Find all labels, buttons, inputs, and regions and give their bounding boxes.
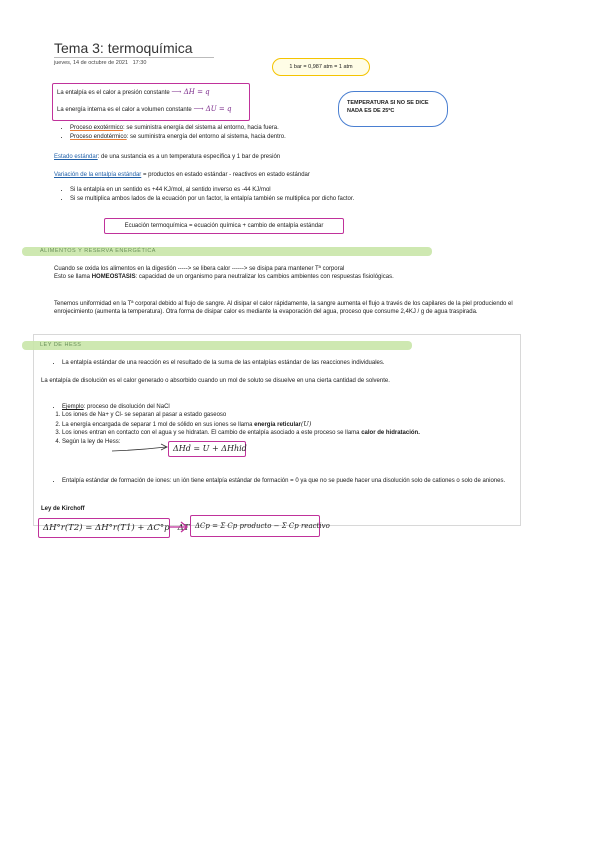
estado-estandar-term: Estado estándar — [54, 154, 98, 160]
time-text: 17:30 — [132, 60, 147, 66]
hess-bullet-1: • La entalpía estándar de una reacción es el resultado de la suma de las entalpías estándar de las reacciones individuales. — [62, 359, 532, 368]
alimentos-line-2-pre: Esto se llama — [54, 274, 92, 280]
variacion-item-2: • Si se multiplica ambos lados de la ecuación por un factor, la entalpía también se multiplica por dicho factor. — [70, 195, 530, 204]
enthalpy-line-1-text: La entalpía es el calor a presión constante — [57, 90, 170, 96]
process-text-endo: : se suministra energía del entorno al sistema, hacia dentro. — [126, 133, 286, 140]
alimentos-paragraph: Tenemos uniformidad en la Tª corporal debido al flujo de sangre. Al disipar el calor rápidamente, la sangre aumenta el flujo a través de los capilares de la piel produciendo el enrojecimiento (aumenta la temperatura). Otra forma de disipar calor es mediante la evaporación del agua, proceso que consume 2,4KJ / g de agua traspirada. — [54, 301, 513, 315]
enthalpy-line-1 — [57, 88, 210, 97]
enthalpy-line-2-text: La energía interna es el calor a volumen constante — [57, 107, 192, 113]
hess-step-2 — [62, 420, 442, 430]
ecuacion-box-text: Ecuación termoquímica = ecuación química + cambio de entalpía estándar — [124, 223, 324, 229]
alimentos-homeostasis: HOMEOSTASIS — [91, 274, 136, 280]
process-item-endo — [70, 133, 510, 142]
hess-ejemplo-text: : proceso de disolución del NaCl — [83, 404, 170, 410]
enthalpy-hand-1-text: ΔH = q — [183, 88, 210, 96]
process-item-exo — [70, 124, 510, 133]
hess-arrow — [110, 443, 170, 455]
estado-estandar — [54, 153, 534, 161]
enthalpy-def-box — [52, 83, 250, 121]
page-date — [54, 60, 146, 66]
hess-bullet-2: • Entalpía estándar de formación de iones: un ión tiene entalpía estándar de formación = 0 ya que no se puede hacer una disolución solo de cationes o solo de aniones. — [62, 477, 524, 486]
hess-step-2-text: La energía encargada de separar 1 mol de sólido en sus iones se llama — [62, 421, 255, 428]
temperature-note — [338, 91, 448, 127]
hess-list-1 — [48, 359, 532, 368]
enthalpy-hand-1: ⟶ ΔH = q — [171, 88, 210, 96]
hess-step-1 — [62, 411, 442, 420]
kirchhoff-cp-box — [190, 515, 330, 537]
kirchhoff-formula-box — [38, 518, 190, 538]
process-term-exo: Proceso exotérmico — [70, 125, 124, 131]
hess-step-3-text: Los iones entran en contacto con el agua y se hidratan. El cambio de entalpía asociado a este proceso se llama — [62, 430, 362, 436]
hess-ejemplo-term: Ejemplo — [62, 404, 84, 410]
date-text: jueves, 14 de octubre de 2021 — [54, 60, 129, 66]
process-list — [56, 124, 510, 141]
variacion-list — [56, 186, 530, 203]
hess-heading: LEY DE HESS — [40, 342, 82, 348]
hess-step-1-text: Los iones de Na+ y Cl- se separan al pasar a estado gaseoso — [62, 412, 227, 418]
process-term-endo: Proceso endotérmico — [70, 133, 127, 140]
kirchhoff-arrow — [168, 520, 190, 534]
variacion-entalpia — [54, 171, 534, 179]
enthalpy-hand-2: ⟶ ΔU = q — [193, 105, 232, 113]
variacion-item-1: • Si la entalpía en un sentido es +44 KJ/mol, al sentido inverso es -44 KJ/mol — [70, 186, 530, 195]
title-divider — [54, 57, 214, 58]
alimentos-line-1: Cuando se oxida los alimentos en la digestión -----> se libera calor ------> se disipa para mantener Tª corporal — [54, 266, 345, 272]
bubble-note-text: 1 bar = 0,987 atm = 1 atm — [289, 64, 353, 70]
kirchhoff-formula-left: ΔH°r(T2) = ΔH°r(T1) + ΔC°p · ΔT — [43, 523, 190, 533]
variacion-term: Variación de la entalpía estándar — [54, 172, 142, 178]
alimentos-line-2 — [54, 273, 524, 281]
process-text-exo: : se suministra energía del sistema al entorno, hacia fuera. — [123, 125, 279, 131]
hess-formula: ΔHd = U + ΔHhid — [173, 444, 247, 453]
bubble-note — [272, 58, 370, 76]
alimentos-heading: ALIMENTOS Y RESERVA ENERGÉTICA — [40, 248, 156, 254]
enthalpy-line-2 — [57, 105, 231, 114]
enthalpy-hand-2-text: ΔU = q — [205, 105, 232, 113]
hess-list-2 — [48, 477, 524, 486]
ecuacion-box — [104, 218, 344, 234]
alimentos-line-2-post: : capacidad de un organismo para neutralizar los cambios ambientes con respuestas fisiológicas. — [135, 274, 394, 280]
hess-formula-box — [168, 441, 246, 457]
temperature-note-text: TEMPERATURA SI NO SE DICE NADA ES DE 25ºC — [347, 100, 429, 114]
variacion-text: = productos en estado estándar - reactivos en estado estándar — [141, 172, 310, 178]
kirchhoff-heading: Ley de Kirchoff — [41, 506, 85, 512]
hess-step-3-bold: calor de hidratación. — [361, 430, 420, 436]
hess-step-4-text: Según la ley de Hess: — [62, 438, 121, 445]
kirchhoff-formula-right: ΔCp = Σ Cp producto − Σ Cp reactivo — [195, 522, 330, 530]
page-title: Tema 3: termoquímica — [54, 40, 193, 56]
hess-step-3 — [62, 429, 442, 438]
estado-estandar-text: : de una sustancia es a un temperatura específica y 1 bar de presión — [97, 154, 281, 160]
hess-step-2-bold: energía reticular — [254, 421, 301, 428]
hess-step-2-hand: (U) — [300, 419, 312, 428]
hess-disolucion: La entalpía de disolución es el calor generado o absorbido cuando un mol de soluto se disuelve en una cierta cantidad de solvente. — [41, 378, 390, 384]
